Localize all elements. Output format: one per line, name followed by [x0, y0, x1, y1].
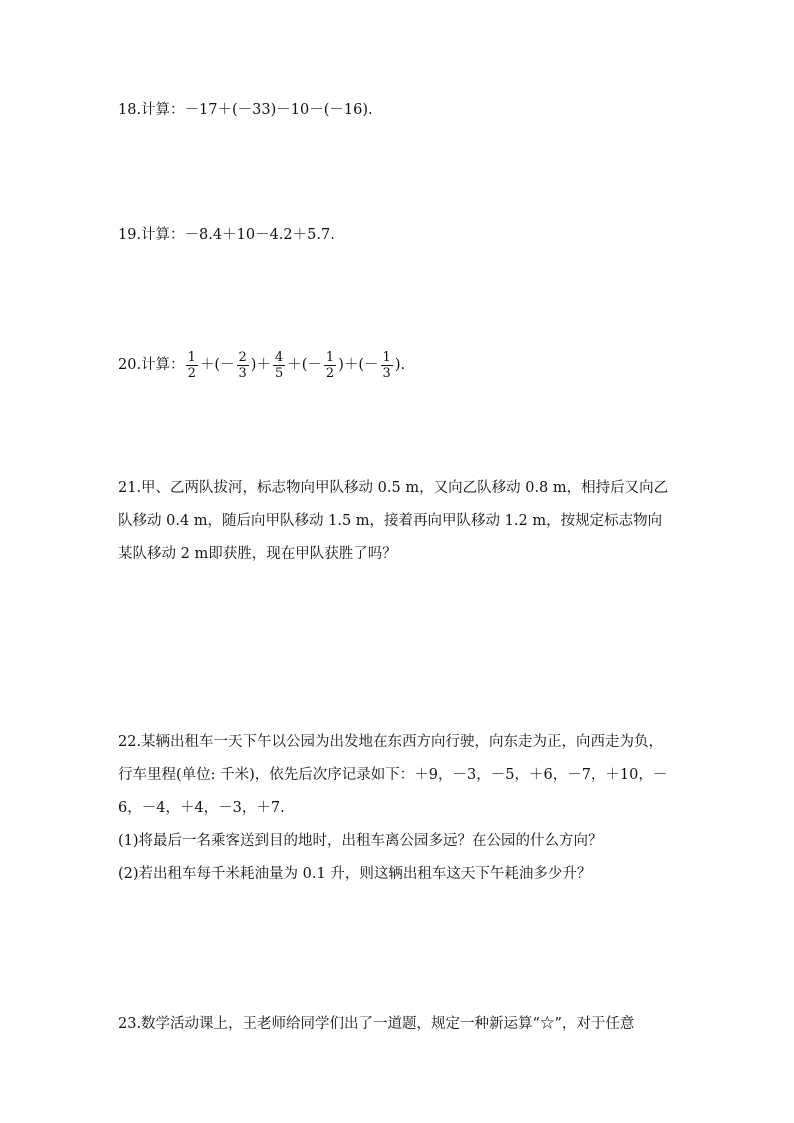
fraction-2-numerator: 2 — [238, 349, 247, 365]
problem-21 — [118, 472, 698, 571]
fraction-5-numerator: 1 — [382, 349, 391, 365]
fraction-1-numerator: 1 — [187, 349, 196, 365]
fraction-3-numerator: 4 — [274, 349, 284, 365]
problem-20-expression — [118, 343, 698, 387]
fraction-2 — [237, 350, 249, 381]
problem-22-part-1: (1)将最后一名乘客送到目的地时，出租车离公园多远？在公园的什么方向？ — [118, 833, 603, 849]
fraction-5 — [381, 350, 393, 381]
problem-18-expression: －17＋(－33)－10－(－16). — [184, 102, 373, 118]
operator-1: ＋(－ — [199, 356, 235, 373]
fraction-1-denominator: 2 — [187, 365, 196, 381]
problem-18-number: 18. — [118, 102, 142, 118]
fraction-3-denominator: 5 — [274, 365, 284, 381]
problem-20-label: 计算： — [141, 356, 185, 373]
problem-22-line-3: 6，－4，＋4，－3，＋7. — [118, 800, 285, 816]
operator-3: ＋(－ — [287, 356, 322, 373]
operator-2: )＋ — [250, 356, 271, 373]
problem-21-line-2: 队移动 0.4 m，随后向甲队移动 1.5 m，接着再向甲队移动 1.2 m，按规定标志物向 — [118, 513, 663, 529]
problem-20-number: 20. — [118, 356, 142, 373]
fraction-4-numerator: 1 — [325, 349, 335, 365]
problem-18-label: 计算： — [141, 102, 185, 118]
fraction-4 — [324, 350, 336, 381]
problem-19-number: 19. — [118, 227, 142, 243]
operator-5: ). — [394, 356, 406, 373]
problem-19-expression: －8.4＋10－4.2＋5.7. — [184, 227, 335, 243]
problem-23-line-1: 23.数学活动课上，王老师给同学们出了一道题，规定一种新运算“☆”，对于任意 — [118, 1016, 635, 1032]
problem-22-line-2: 行车里程(单位: 千米)，依先后次序记录如下：＋9，－3，－5，＋6，－7，＋10，－ — [118, 767, 668, 783]
problem-23 — [118, 1008, 698, 1041]
fraction-2-denominator: 3 — [238, 365, 247, 381]
fraction-5-denominator: 3 — [382, 365, 391, 381]
problem-22-line-1: 22.某辆出租车一天下午以公园为出发地在东西方向行驶，向东走为正，向西走为负， — [118, 734, 664, 750]
problem-18 — [118, 94, 698, 127]
problem-19-label: 计算： — [141, 227, 185, 243]
fraction-1 — [186, 350, 198, 381]
operator-4: )＋(－ — [338, 356, 379, 373]
problem-22-part-2: (2)若出租车每千米耗油量为 0.1 升，则这辆出租车这天下午耗油多少升？ — [118, 866, 592, 882]
problem-19 — [118, 219, 698, 252]
problem-20 — [118, 343, 698, 387]
problem-21-line-1: 21.甲、乙两队拔河，标志物向甲队移动 0.5 m，又向乙队移动 0.8 m，相持后又向乙 — [118, 480, 669, 496]
fraction-3 — [273, 350, 285, 381]
problem-21-line-3: 某队移动 2 m即获胜，现在甲队获胜了吗？ — [118, 546, 397, 562]
problem-22 — [118, 726, 698, 891]
fraction-4-denominator: 2 — [325, 365, 335, 381]
